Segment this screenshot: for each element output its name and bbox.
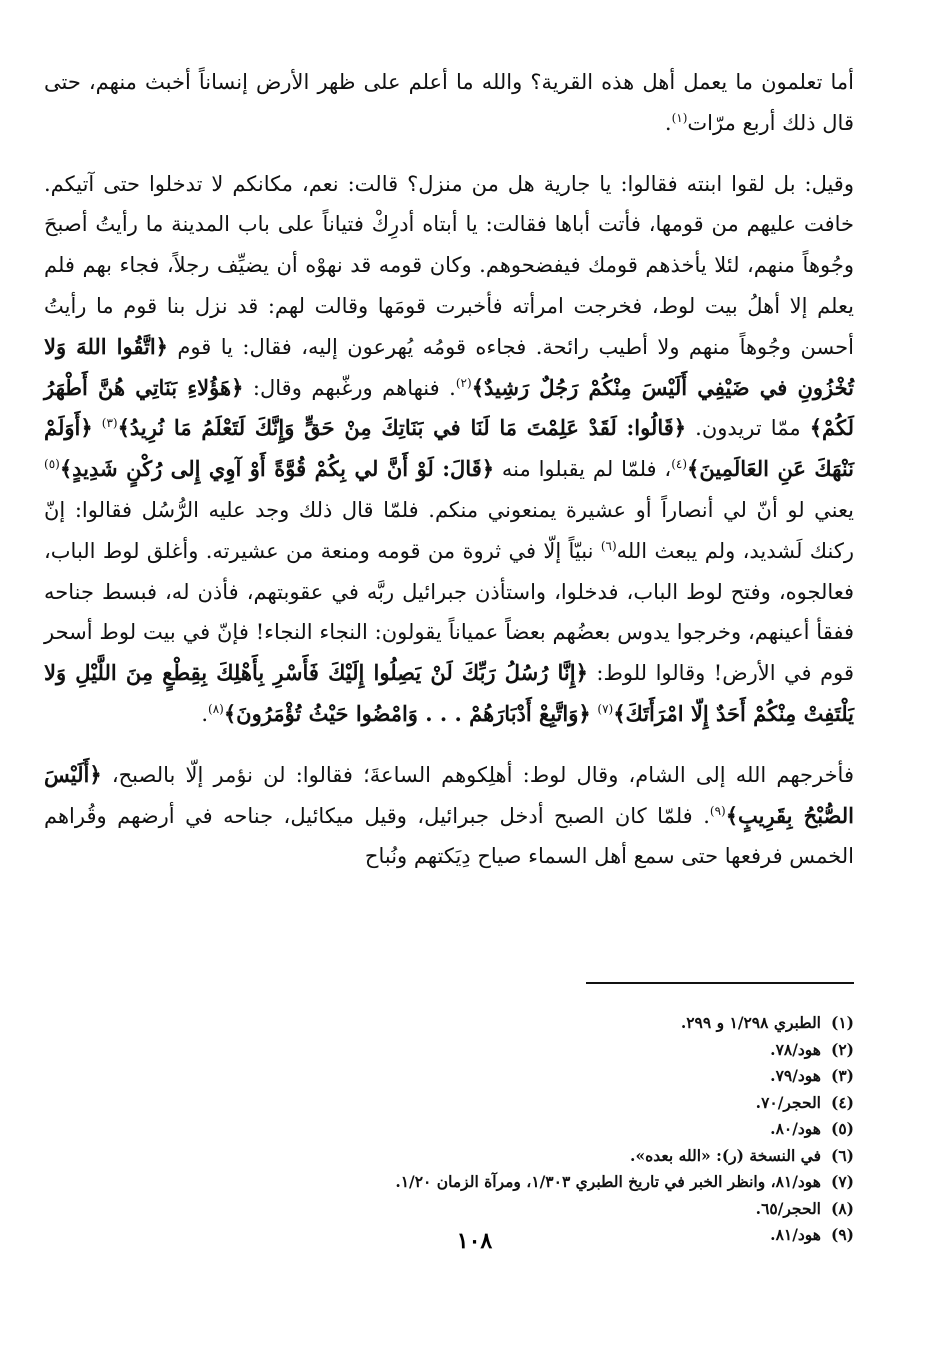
text-run [93,416,102,440]
footnote-number: (٦) [830,1145,854,1165]
text-run: . فنهاهم ورغّبهم وقال: [243,375,456,400]
text-run: . [664,110,672,135]
text-run: فأخرجهم الله إلى الشام، وقال لوط: أهلِكوهم الساعةَ؛ فقالوا: لن نؤمر إلّا بالصبح، [101,762,854,787]
footnote [44,1169,854,1196]
footnote-text: هود/٧٨. [770,1039,821,1059]
quran-verse: ﴿إِنَّا رُسُلُ رَبِّكَ لَنْ يَصِلُوا إِلَيْكَ فَأَسْرِ بِأَهْلِكَ بِقِطْعٍ مِنَ اللَّيْلِ وَلا يَلْتَفِتْ مِنْكُمْ أَحَدٌ إِلّا امْرَأَتَكَ﴾ [44,660,854,726]
footnote [44,1143,854,1170]
footnote-number: (٣) [830,1066,854,1085]
footnote-number: (٧) [830,1172,854,1191]
quran-verse: ﴿أَوَلَمْ نَنْهَكَ عَنِ العَالَمِينَ﴾ [44,415,854,482]
text-run: يعني لو أنّ لي أنصاراً أو عشيرة يمنعوني منكم. فلمّا قال ذلك وجد عليه الرُّسُل فقالوا: إنّ ركنك لَشديد، ولم يبعث الله [44,497,854,563]
text-run: وقيل: بل لقوا ابنته فقالوا: يا جارية هل من منزل؟ قالت: نعم، مكانكم لا تدخلوا حتى آتيكم. خافت عليهم من قومها، فأتت أباها فقالت: يا أبتاه أدرِكْ فتياناً على باب المدينة ما رأيتُ أصبحَ وجُوهاً منهم، لئلا يأخذهم قومك فيفضحوهم. وكان قومه قد نهوْه أن يضيِّف رجلاً، فجاء بهم فلم يعلم إلا أهلُ بيت لوط، فخرجت امرأته فأخبرت قومَها وقالت لهم: قد نزل بنا قوم ما رأيتُ أحسن وجُوهاً منهم ولا أطيب رائحة. فجاءه قومُه يُهرعون إليه، فقال: يا قوم [44,171,854,359]
text-run: . فلمّا كان الصبح أدخل جبرائيل، وقيل ميكائيل، جناحه في أرضهم وقُراهم الخمس فرفعها حتى سمع أهل السماء صياح دِيَكتهم ونُباح [44,803,854,869]
footnote-ref: (١) [671,110,688,125]
text-run: ، فلمّا لم يقبلوا منه [494,457,672,482]
footnote-ref: (٨) [208,701,224,716]
footnote-number: (٩) [830,1225,854,1244]
footnote [44,1090,854,1117]
footnote-number: (٤) [830,1092,854,1112]
footnote-number: (١) [830,1013,854,1032]
footnote-ref: (٢) [455,375,472,390]
footnote-ref: (٣) [101,416,118,431]
footnote-text: هود/٨١. [770,1225,821,1244]
quran-verse: ﴿وَاتَّبِعْ أَدْبَارَهُمْ . . . وَامْضُوا حَيْثُ تُؤْمَرُونَ﴾ [223,700,591,726]
footnote-text: هود/٨٠. [770,1119,821,1138]
footnotes-list [44,1010,854,1249]
footnote [44,1196,854,1223]
footnote-number: (٥) [830,1119,854,1138]
footnote-text: هود/٨١، وانظر الخبر في تاريخ الطبري ١/٣٠٣، ومرآة الزمان ١/٢٠. [395,1172,821,1191]
footnote-text: في النسخة (ر): «الله بعده». [630,1145,821,1165]
text-run: . [201,701,209,726]
paragraph [44,755,854,877]
footnote-text: هود/٧٩. [770,1066,821,1085]
footnote-ref: (٩) [709,803,726,818]
footnote-text: الحجر/٦٥. [755,1198,821,1218]
footnote-text: الحجر/٧٠. [755,1092,821,1112]
footnote-number: (٢) [830,1039,854,1059]
quran-verse: ﴿اتَّقُوا اللهَ وَلا تُخْزُونِ في ضَيْفِي أَلَيْسَ مِنْكُمْ رَجُلٌ رَشِيدٌ﴾ [44,333,854,400]
quran-verse: ﴿قَالَ: لَوْ أَنَّ لي بِكُمْ قُوَّةً أَوْ آوِي إِلى رُكْنٍ شَدِيدٍ﴾ [59,456,495,482]
quran-verse: ﴿قَالُوا: لَقَدْ عَلِمْتَ مَا لَنَا في بَنَاتِكَ مِنْ حَقٍّ وَإِنَّكَ لَتَعْلَمُ مَا نُرِيدُ﴾ [117,415,687,441]
footnote [44,1010,854,1037]
text-run: ممّا تريدون. [686,416,810,441]
footnote-ref: (٥) [44,457,60,472]
footnote-ref: (٧) [597,701,614,716]
footnote-separator [586,982,854,984]
body-text [44,62,854,877]
footnote-text: الطبري ١/٢٩٨ و ٢٩٩. [680,1013,821,1032]
quran-verse: ﴿أَلَيْسَ الصُّبْحُ بِقَرِيبٍ﴾ [44,761,854,828]
footnote [44,1037,854,1064]
paragraph [44,62,854,144]
footnote-ref: (٦) [600,538,617,553]
paragraph [44,164,854,735]
quran-verse: ﴿هَؤُلاءِ بَنَاتِي هُنَّ أَطْهَرُ لَكُمْ﴾ [44,374,854,441]
footnote-ref: (٤) [671,457,688,472]
footnote [44,1063,854,1090]
text-run: أما تعلمون ما يعمل أهل هذه القرية؟ والله ما أعلم على ظهر الأرض إنساناً أخبث منهم، حتى قال ذلك أربع مرّات [44,70,854,135]
text-run: نبيّاً إلّا في ثروة من قومه ومنعة من عشيرته. وأغلق لوط الباب، فعالجوه، وفتح لوط الباب، فدخلوا، واستأذن جبرائيل ربَّه في عقوبتهم، فأذن له، فبسط جناحه ففقأ أعينهم، وخرجوا يدوس بعضُهم بعضاً عمياناً يقولون: النجاء النجاء! فإنّ في بيت لوط أسحر قوم في الأرض! وقالوا للوط: [44,538,854,686]
footnote-number: (٨) [830,1198,854,1218]
footnote [44,1116,854,1143]
book-page [44,62,854,1352]
page-number: ١٠٨ [456,1228,493,1253]
